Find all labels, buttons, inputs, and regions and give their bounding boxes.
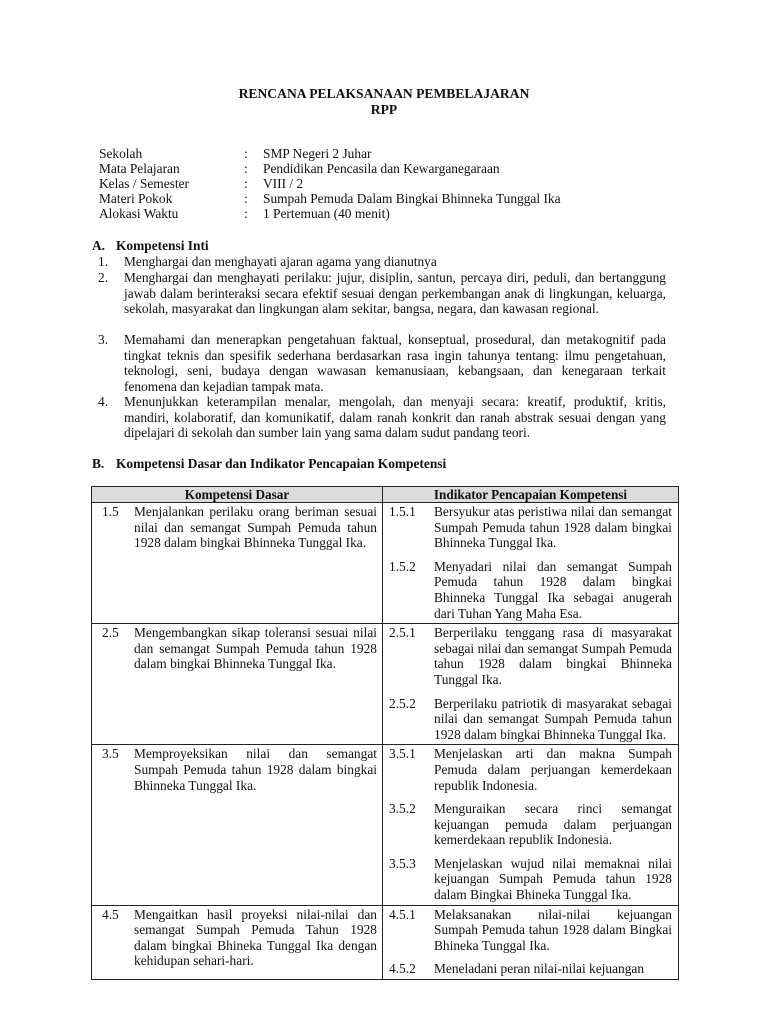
identity-label: Kelas / Semester	[99, 176, 189, 191]
kd-cell	[92, 745, 383, 905]
indicator-cell	[383, 905, 679, 979]
kd-number: 1.5	[102, 504, 119, 519]
identity-separator: :	[244, 146, 248, 161]
identity-value: SMP Negeri 2 Juhar	[263, 146, 372, 161]
indicator-text: Meneladani peran nilai-nilai kejuangan	[434, 961, 645, 977]
identity-value: Sumpah Pemuda Dalam Bingkai Bhinneka Tunggal Ika	[263, 191, 561, 206]
indicator-text: Bersyukur atas peristiwa nilai dan semangat Sumpah Pemuda tahun 1928 dalam bingkai Bhinneka Tunggal Ika.	[434, 504, 672, 551]
kd-text: Menjalankan perilaku orang beriman sesuai nilai dan semangat Sumpah Pemuda tahun 1928 dalam bingkai Bhinneka Tunggal Ika.	[134, 504, 377, 551]
indicator-cell	[383, 624, 679, 745]
kd-number: 2.5	[102, 625, 119, 641]
indicator-cell	[383, 503, 679, 624]
indicator-text: Menyadari nilai dan semangat Sumpah Pemuda tahun 1928 dalam bingkai Bhinneka Tunggal Ika sebagai anugerah dari Tuhan Yang Maha Esa.	[434, 558, 672, 621]
indicator-text: Menjelaskan wujud nilai memaknai nilai kejuangan Sumpah Pemuda tahun 1928 dalam Bingkai Bhineka Tunggal Ika.	[434, 855, 672, 903]
ki-text: Menghargai dan menghayati ajaran agama yang dianutnya	[124, 254, 437, 269]
identity-label: Alokasi Waktu	[99, 206, 179, 221]
ki-number: 1.	[98, 254, 109, 269]
kd-cell	[92, 503, 383, 624]
ki-number: 2.	[98, 270, 109, 285]
document-subtitle: RPP	[370, 102, 398, 117]
indicator-text: Menjelaskan arti dan makna Sumpah Pemuda dalam perjuangan kemerdekaan republik Indonesia.	[434, 746, 672, 793]
indicator-cell	[383, 745, 679, 905]
kd-number: 3.5	[102, 746, 119, 762]
section-title: Kompetensi Dasar dan Indikator Pencapaian Kompetensi	[116, 456, 447, 471]
indicator-number: 1.5.1	[389, 504, 416, 519]
ki-text: Menunjukkan keterampilan menalar, mengolah, dan menyaji secara: kreatif, produktif, kritis, mandiri, kolaboratif, dan komunikatif, dalam ranah konkrit dan ranah abstrak sesuai dengan yang dipelajari di sekolah dan sumber lain yang sama dalam sudut pandang teori.	[124, 394, 666, 440]
kd-cell	[92, 624, 383, 745]
indicator-text: Berperilaku patriotik di masyarakat sebagai nilai dan semangat Sumpah Pemuda tahun 1928 dalam bingkai Bhinneka Tunggal Ika.	[434, 695, 672, 742]
section-b-heading	[92, 456, 446, 472]
indicator-text: Menguraikan secara rinci semangat kejuangan pemuda dalam perjuangan kemerdekaan republik Indonesia.	[434, 801, 672, 848]
ki-text: Memahami dan menerapkan pengetahuan faktual, konseptual, prosedural, dan metakognitif pada tingkat teknis dan spesifik sederhana berdasarkan rasa ingin tahunya tentang: ilmu pengetahuan, teknologi, seni, budaya dengan wawasan kemanusiaan, kebangsaan, dan kenegaraan terkait fenomena dan kejadian tampak mata.	[124, 332, 666, 394]
indicator-text: Melaksanakan nilai-nilai kejuangan Sumpah Pemuda tahun 1928 dalam Bingkai Bhineka Tunggal Ika.	[434, 906, 672, 953]
identity-separator: :	[244, 206, 248, 221]
identity-separator: :	[244, 176, 248, 191]
table-row	[92, 624, 679, 745]
section-a-heading	[92, 238, 209, 254]
indicator-item	[383, 801, 678, 850]
identity-value: Pendidikan Pencasila dan Kewarganegaraan	[263, 161, 500, 176]
kd-text: Mengembangkan sikap toleransi sesuai nilai dan semangat Sumpah Pemuda tahun 1928 dalam bingkai Bhinneka Tunggal Ika.	[134, 625, 377, 672]
indicator-number: 3.5.2	[389, 801, 416, 817]
section-letter: A.	[92, 238, 106, 253]
kd-text: Memproyeksikan nilai dan semangat Sumpah Pemuda tahun 1928 dalam bingkai Bhinneka Tunggal Ika.	[134, 746, 377, 793]
section-title: Kompetensi Inti	[116, 238, 209, 253]
table-header-row	[92, 487, 679, 503]
document-title: RENCANA PELAKSANAAN PEMBELAJARAN	[238, 86, 530, 101]
indicator-number: 2.5.2	[389, 695, 416, 711]
indicator-number: 2.5.1	[389, 625, 416, 641]
identity-label: Sekolah	[99, 146, 143, 161]
header-indikator: Indikator Pencapaian Kompetensi	[383, 487, 679, 503]
table-row	[92, 905, 679, 979]
kd-text: Mengaitkan hasil proyeksi nilai-nilai dan semangat Sumpah Pemuda Tahun 1928 dalam bingkai Bhineka Tunggal Ika dengan kehidupan sehari-hari.	[134, 906, 377, 969]
identity-value: 1 Pertemuan (40 menit)	[263, 206, 390, 221]
indicator-item	[383, 907, 678, 956]
indicator-item	[383, 961, 678, 979]
ki-text: Menghargai dan menghayati perilaku: jujur, disiplin, santun, percaya diri, peduli, dan bertanggung jawab dalam berinteraksi secara efektif sesuai dengan perkembangan anak di lingkungan, keluarga, sekolah, masyarakat dan lingkungan alam sekitar, bangsa, negara, dan kawasan regional.	[124, 270, 666, 316]
identity-separator: :	[244, 161, 248, 176]
indicator-number: 4.5.1	[389, 906, 416, 922]
indicator-text: Berperilaku tenggang rasa di masyarakat sebagai nilai dan semangat Sumpah Pemuda tahun 1928 dalam bingkai Bhinneka Tunggal Ika.	[434, 625, 672, 687]
table-row	[92, 503, 679, 624]
ki-number: 3.	[98, 332, 109, 347]
indicator-item	[383, 559, 678, 623]
identity-value: VIII / 2	[263, 176, 304, 191]
identity-label: Mata Pelajaran	[99, 161, 180, 176]
table-row	[92, 745, 679, 905]
identity-label: Materi Pokok	[99, 191, 173, 206]
indicator-item	[383, 856, 678, 905]
indicator-item	[383, 696, 678, 745]
kd-number: 4.5	[102, 906, 119, 922]
identity-separator: :	[244, 191, 248, 206]
indicator-item	[383, 504, 678, 553]
section-letter: B.	[92, 456, 105, 471]
indicator-number: 3.5.1	[389, 746, 416, 762]
indicator-number: 4.5.2	[389, 961, 416, 977]
indicator-item	[383, 746, 678, 795]
indicator-item	[383, 625, 678, 689]
indicator-number: 3.5.3	[389, 855, 416, 871]
kd-cell	[92, 905, 383, 979]
header-kompetensi-dasar: Kompetensi Dasar	[92, 487, 383, 503]
indicator-number: 1.5.2	[389, 558, 416, 574]
competency-table	[91, 486, 679, 980]
ki-number: 4.	[98, 394, 109, 409]
